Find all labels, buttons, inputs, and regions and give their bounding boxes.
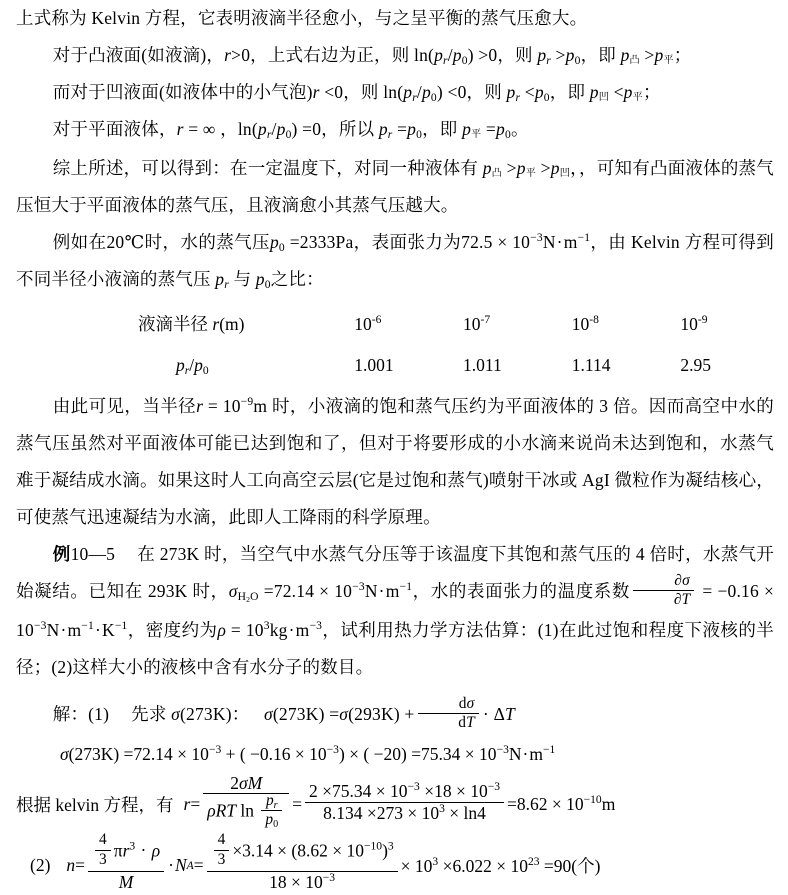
- ratio-value-4: 2.95: [680, 355, 712, 375]
- radius-value-2: $10^{-7}$: [463, 313, 491, 334]
- subscript-convex-2: 凸: [491, 168, 503, 180]
- example-line1: 在 273K 时，当空气中水蒸气分压等于该温度下其饱和蒸气压的 4 倍时，水蒸气开始凝结。已知在 293K 时，: [16, 544, 775, 601]
- paragraph-summary: 综上所述，可以得到：在一定温度下，对同一种液体有 p凸 >p平 >p凹，，可知有凸面液体的蒸气压恒大于平面液体的蒸气压，且液滴愈小其蒸气压越大。: [16, 158, 774, 215]
- subscript-flat-4: 平: [525, 168, 537, 180]
- four-thirds-fraction-1: $\frac{4}{3}$: [95, 831, 111, 868]
- unit-count-char: 个: [577, 856, 595, 877]
- partial-sigma-partial-T: $\frac{\partial\sigma}{\partial T}$: [633, 572, 694, 609]
- solution-label: 解：: [52, 703, 89, 724]
- paragraph-example-20c: 例如在20℃时，水的蒸气压p0 =2333Pa，表面张力为$72.5 \times 10^{-3}N\cdot m^{-1}$，由 Kelvin 方程可得到不同半径小液滴的蒸气压 pr 与 p0之比：: [16, 231, 774, 292]
- summary-b: ，可知有凸面液体的蒸气压恒大于平面液体的蒸气压，且液滴愈小其蒸气压越大。: [16, 158, 774, 215]
- solution-first-step: 先求: [131, 703, 167, 724]
- radius-exp-1: -6: [371, 313, 382, 326]
- kelvin-radius-equation: 根据 kelvin 方程，有 r = 2σM ρRT ln $\frac{pr}{p0}$ = $\frac{2 \times 75.34 \times 10^{-3} \times 18 \times 10^{-3}}{8.134 \times 273 \times 10^3 \times \ln 4}$ $=8.62 \times 10^{-10}m$: [16, 772, 616, 831]
- flat-case-a: 对于平面液体，: [52, 119, 177, 139]
- radius-ratio-table: [0, 304, 788, 386]
- paragraph-kelvin-intro-text: 上式称为 Kelvin 方程，它表明液滴半径愈小，与之呈平衡的蒸气压愈大。: [16, 8, 588, 28]
- paragraph-kelvin-intro: [0, 0, 788, 37]
- kelvin-numeric-fraction: $\frac{2 \times 75.34 \times 10^{-3} \times 18 \times 10^{-3}}{8.134 \times 273 \times 10^3 \times \ln 4}$: [305, 781, 504, 823]
- dsigma-dT-fraction: $\frac{d\sigma}{dT}$: [418, 695, 479, 732]
- radius-value-4: $10^{-9}$: [680, 313, 708, 334]
- subscript-flat-2: 平: [632, 92, 643, 104]
- example-line2: ，水的表面张力的温度系数: [412, 581, 631, 601]
- radius-exp-3: -8: [589, 313, 599, 326]
- paragraph-discussion: 由此可见，当半径$r = 10^{-9}m$ 时，小液滴的饱和蒸气压约为平面液体的 3 倍。因而高空中水的蒸气压虽然对平面液体可能已达到饱和了，但对于将要形成的小水滴来说尚未达到饱和，水蒸气难于凝结成水滴。如果这时人工向高空云层(它是过饱和蒸气)喷射干冰或 AgI 微粒作为凝结核心，可使蒸气迅速凝结为水滴，此即人工降雨的科学原理。: [16, 395, 774, 527]
- radius-exp-2: -7: [480, 313, 491, 326]
- radius-value-3: $10^{-8}$: [571, 313, 599, 334]
- subscript-concave: 凹: [598, 92, 610, 104]
- radius-exp-4: -9: [697, 313, 708, 326]
- example-20c-d: 与: [233, 269, 252, 289]
- subscript-flat-3: 平: [471, 129, 482, 141]
- radius-ratio-table-inner: [138, 304, 788, 386]
- pr-over-p0-fraction: $\frac{pr}{p0}$: [261, 792, 282, 829]
- molecule-count-equation: (2) n = $\frac{4}{3}$ $\pi r^3 \cdot \rho$ M · N A = $\frac{4}{3}$ $\times 3.14 \times (8.62 \times 10^{-10})^3$ $18 \times 10^{-3}$ × $10^3 \times 6.022 \times 10^{23} =90$(个): [30, 831, 601, 893]
- subscript-flat: 平: [663, 55, 674, 67]
- four-thirds-fraction-2: $\frac{4}{3}$: [214, 831, 230, 868]
- solution-part1-num: (1): [88, 703, 110, 724]
- paragraph-concave-case: 而对于凹液面(如液体中的小气泡)r <0，则 ln(pr/p0) <0，则 pr <p0，即 p凹 <p平；: [52, 82, 661, 105]
- example-20c-b: ，表面张力为: [353, 232, 462, 252]
- example-label: 例: [52, 544, 71, 564]
- ratio-value-1: 1.001: [354, 355, 394, 375]
- discussion-b: 时，小液滴的饱和蒸气压约为平面液体的 3 倍。因而高空中水的蒸气压虽然对平面液体可能已达到饱和了，但对于将要形成的小水滴来说尚未达到饱和，水蒸气难于凝结成水滴。如果这时人工向高空云层(它是过饱和蒸气)喷射干冰或 AgI 微粒作为凝结核心，可使蒸气迅速凝结为水滴，此即人工降雨的科学原理。: [16, 396, 774, 527]
- ratio-value-2: 1.011: [463, 355, 502, 375]
- table-row-radius: [138, 304, 788, 345]
- example-line3: ，密度约为: [127, 619, 218, 640]
- solution-colon: ：: [231, 703, 250, 724]
- row-label-radius: 液滴半径 r(m): [138, 314, 245, 334]
- example-20c-c: ，由 Kelvin 方程可得到不同半径小液滴的蒸气压: [16, 232, 774, 289]
- example-line4: ，试利用热力学方法估算：(1)在此过饱和程度下液核的半径；(2)这样大小的液核中含有水分子的数目。: [16, 619, 775, 677]
- example-20c-a: 例如在20℃时，水的蒸气压: [52, 232, 270, 252]
- row-label-ratio: pr/p0: [176, 355, 209, 378]
- paragraph-example-10-5: 例10—5 在 273K 时，当空气中水蒸气分压等于该温度下其饱和蒸气压的 4 倍时，水蒸气开始凝结。已知在 293K 时，$\sigma H2O =72.14 \times 10^{-3}N\cdot m^{-1}$，水的表面张力的温度系数 $\frac{\partial\sigma}{\partial T}$ = $-0.16 \times 10^{-3}N\cdot m^{-1}\cdot K^{-1}$，密度约为$\rho = 10^3kg\cdot m^{-3}$，试利用热力学方法估算：(1)在此过饱和程度下液核的半径；(2)这样大小的液核中含有水分子的数目。: [16, 544, 775, 677]
- solution-part2-num: (2): [30, 855, 51, 876]
- example-20c-e: 之比：: [270, 269, 324, 289]
- subscript-convex: 凸: [629, 55, 640, 67]
- radius-value-1: $10^{-6}$: [354, 313, 382, 334]
- kelvin-symbolic-fraction: 2σM ρRT ln $\frac{pr}{p0}$: [203, 773, 289, 832]
- example-number: 10—5: [70, 544, 116, 564]
- kelvin-lead-text: 根据 kelvin 方程，有: [16, 795, 174, 816]
- subscript-concave-2: 凹: [559, 168, 571, 180]
- table-row-ratio: [138, 345, 788, 386]
- solution-line-1: 解：(1) 先求 σ(273K)： σ(273K) =σ(293K) + $\frac{d\sigma}{dT}$ · ΔT: [52, 694, 515, 731]
- paragraph-flat-case: 对于平面液体，r = ∞ ，ln(pr/p0) =0，所以 pr =p0，即 p平 =p0。: [52, 119, 529, 142]
- convex-case-a: 对于凸液面(如液滴)，: [52, 45, 225, 65]
- solution-sigma-273-equation: $\sigma(273K) =72.14 \times 10^{-3}$ + ( $-0.16 \times 10^{-3}$) × ( $-20) =75.34 \times 10^{-3}N\cdot m^{-1}$: [60, 744, 556, 765]
- n-symbolic-fraction: $\frac{4}{3}$ $\pi r^3 \cdot \rho$ M: [88, 834, 164, 893]
- n-numeric-fraction: $\frac{4}{3}$ $\times 3.14 \times (8.62 \times 10^{-10})^3$ $18 \times 10^{-3}$: [207, 834, 398, 893]
- paragraph-convex-case: 对于凸液面(如液滴)，r>0，上式右边为正，则 ln(pr/p0) >0，则 pr >p0，即 p凸 >p平；: [52, 45, 692, 68]
- concave-case-a: 而对于凹液面(如液体中的小气泡): [52, 82, 313, 102]
- discussion-a: 由此可见，当半径: [52, 396, 197, 416]
- summary-a: 综上所述，可以得到：在一定温度下，对同一种液体有: [52, 158, 479, 178]
- ratio-value-3: 1.114: [571, 355, 611, 375]
